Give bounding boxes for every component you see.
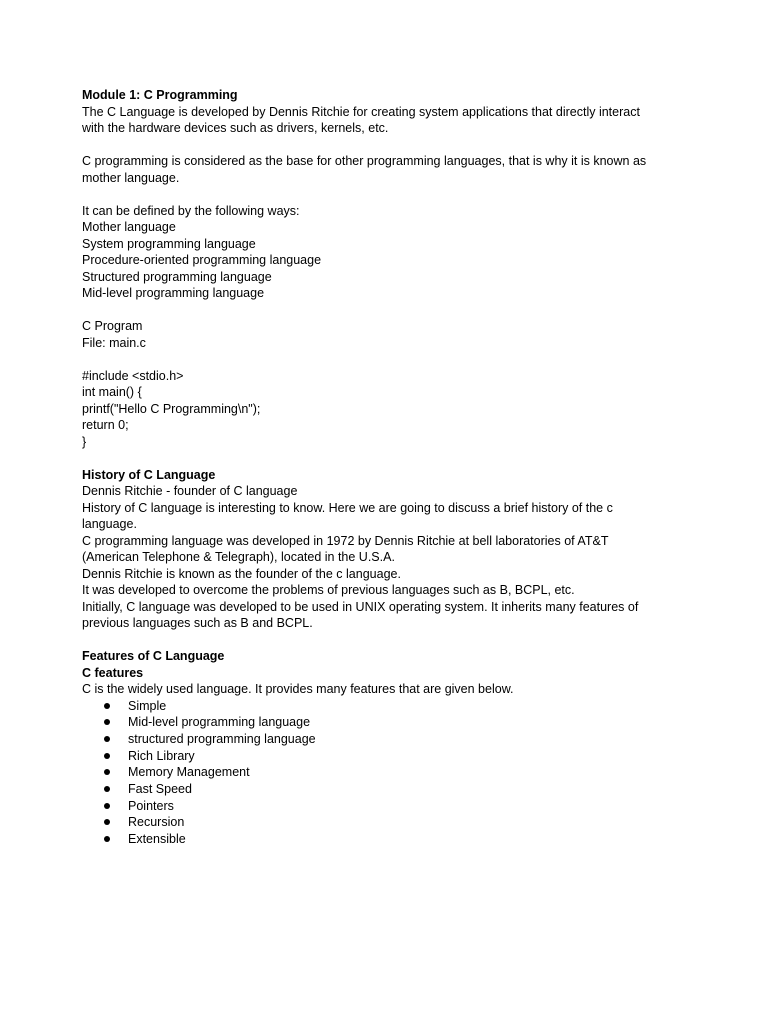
bullet-icon (104, 753, 110, 759)
spacer (82, 137, 682, 154)
features-subheading: C features (82, 665, 144, 680)
feature-label: Pointers (128, 798, 174, 813)
module-heading: Module 1: C Programming (82, 88, 238, 102)
way-item: Mid-level programming language (82, 286, 265, 300)
feature-label: Memory Management (128, 765, 250, 780)
program-file: File: main.c (82, 335, 146, 350)
intro-line: with the hardware devices such as drivers, kernels, etc. (82, 121, 389, 135)
list-item (82, 764, 682, 781)
features-heading: Features of C Language (82, 649, 225, 663)
way-item: Structured programming language (82, 269, 272, 284)
feature-label: Fast Speed (128, 782, 192, 797)
way-item: Mother language (82, 220, 176, 234)
history-line: language. (82, 517, 137, 531)
list-item (82, 731, 682, 748)
bullet-icon (104, 719, 110, 725)
history-line: Initially, C language was developed to be used in UNIX operating system. It inherits many features of (82, 599, 639, 614)
list-item (82, 831, 682, 848)
program-title: C Program (82, 319, 143, 333)
code-line: } (82, 434, 87, 449)
bullet-icon (104, 836, 110, 842)
features-intro: C is the widely used language. It provides many features that are given below. (82, 682, 514, 696)
base-line: C programming is considered as the base for other programming languages, that is why it is known as (82, 154, 647, 168)
history-line: History of C language is interesting to know. Here we are going to discuss a brief history of the c (82, 500, 613, 515)
bullet-icon (104, 803, 110, 809)
list-item (82, 698, 682, 715)
history-heading: History of C Language (82, 467, 216, 482)
spacer (82, 632, 682, 649)
history-line: previous languages such as B and BCPL. (82, 616, 313, 630)
way-item: Procedure-oriented programming language (82, 253, 322, 267)
history-line: It was developed to overcome the problems of previous languages such as B, BCPL, etc. (82, 583, 575, 597)
bullet-icon (104, 786, 110, 792)
way-item: System programming language (82, 236, 256, 251)
defined-intro: It can be defined by the following ways: (82, 203, 300, 218)
list-item (82, 748, 682, 765)
feature-label: Extensible (128, 832, 186, 847)
spacer (82, 186, 682, 203)
history-line: (American Telephone & Telegraph), located in the U.S.A. (82, 550, 395, 564)
spacer (82, 302, 682, 319)
history-line: C programming language was developed in 1972 by Dennis Ritchie at bell laboratories of AT&T (82, 533, 609, 548)
list-item (82, 798, 682, 815)
bullet-icon (104, 769, 110, 775)
feature-label: Simple (128, 698, 167, 713)
feature-label: Mid-level programming language (128, 715, 311, 730)
feature-label: Recursion (128, 815, 185, 830)
list-item (82, 714, 682, 731)
list-item (82, 781, 682, 798)
base-line: mother language. (82, 170, 180, 185)
code-line: printf("Hello C Programming\n"); (82, 401, 261, 416)
bullet-icon (104, 703, 110, 709)
intro-line: The C Language is developed by Dennis Ritchie for creating system applications that directly interact (82, 104, 640, 119)
features-list (82, 698, 682, 848)
feature-label: structured programming language (128, 731, 316, 746)
bullet-icon (104, 819, 110, 825)
code-line: int main() { (82, 385, 142, 399)
code-line: return 0; (82, 418, 129, 432)
bullet-icon (104, 736, 110, 742)
history-line: Dennis Ritchie - founder of C language (82, 484, 298, 498)
list-item (82, 814, 682, 831)
spacer (82, 351, 682, 368)
spacer (82, 450, 682, 467)
code-line: #include <stdio.h> (82, 368, 184, 383)
document-page (82, 87, 682, 848)
feature-label: Rich Library (128, 748, 195, 763)
history-line: Dennis Ritchie is known as the founder of the c language. (82, 566, 401, 581)
